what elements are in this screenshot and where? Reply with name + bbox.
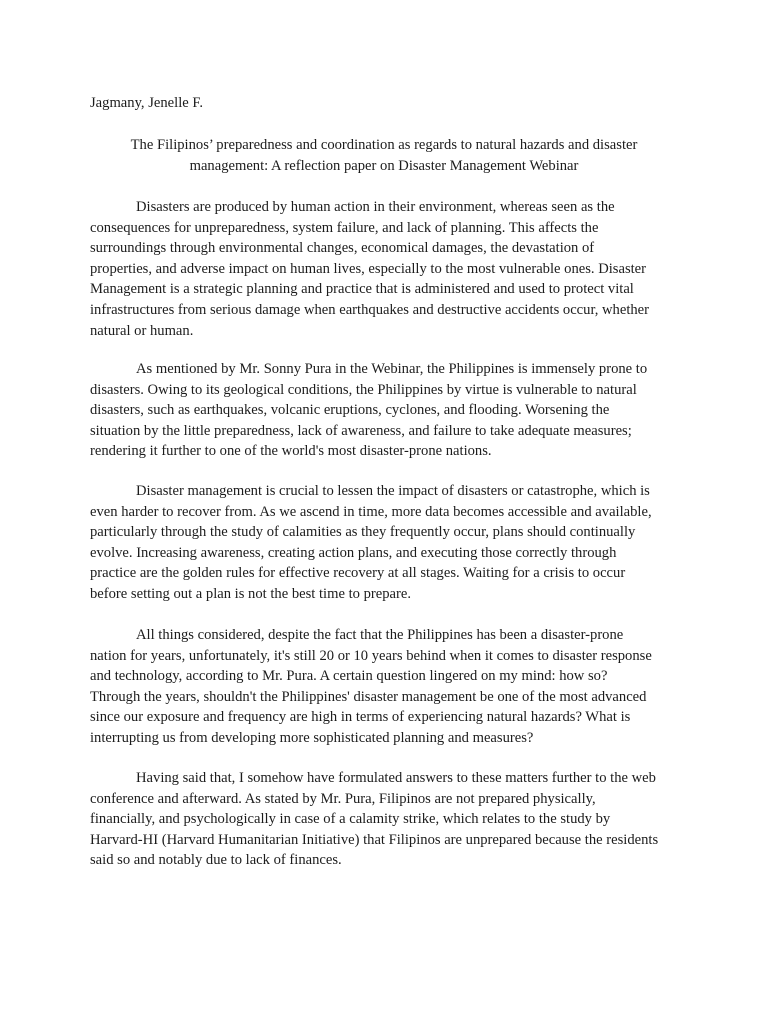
paragraph-line: before setting out a plan is not the best time to prepare. (90, 585, 411, 602)
paragraph-line: practice are the golden rules for effective recovery at all stages. Waiting for a crisis to occur (90, 565, 626, 582)
author-name: Jagmany, Jenelle F. (90, 95, 203, 111)
paragraph-4 (90, 625, 690, 749)
paragraph-line: and technology, according to Mr. Pura. A certain question lingered on my mind: how so? (90, 668, 608, 685)
paper-title (88, 135, 680, 176)
paragraph-line: particularly through the study of calamities as they frequently occur, plans should continually (90, 524, 636, 541)
paragraph-1 (90, 197, 690, 341)
paragraph-line: Harvard-HI (Harvard Humanitarian Initiative) that Filipinos are unprepared because the residents (90, 831, 659, 848)
paragraph-line: surroundings through environmental changes, economical damages, the devastation of (90, 240, 595, 257)
paragraph-line: financially, and psychologically in case of a calamity strike, which relates to the study by (90, 811, 611, 828)
paragraph-line: disasters. Owing to its geological conditions, the Philippines by virtue is vulnerable to natural (90, 381, 637, 398)
paragraph-line: Disasters are produced by human action in their environment, whereas seen as the (136, 199, 615, 215)
paragraph-5 (90, 768, 690, 871)
title-line: management: A reflection paper on Disaster Management Webinar (189, 157, 579, 174)
paragraph-line: natural or human. (90, 322, 194, 339)
paragraph-line: even harder to recover from. As we ascend in time, more data becomes accessible and available, (90, 503, 652, 520)
paragraph-line: conference and afterward. As stated by Mr. Pura, Filipinos are not prepared physically, (90, 790, 596, 807)
paragraph-line: consequences for unpreparedness, system failure, and lack of planning. This affects the (90, 219, 599, 236)
paragraph-line: All things considered, despite the fact that the Philippines has been a disaster-prone (136, 627, 624, 643)
paragraph-line: nation for years, unfortunately, it's still 20 or 10 years behind when it comes to disaster response (90, 647, 652, 664)
title-line: The Filipinos’ preparedness and coordination as regards to natural hazards and disaster (130, 137, 638, 153)
paragraph-line: Through the years, shouldn't the Philippines' disaster management be one of the most advanced (90, 688, 647, 705)
paragraph-line: situation by the little preparedness, lack of awareness, and failure to take adequate measures; (90, 422, 632, 439)
paragraph-line: Having said that, I somehow have formulated answers to these matters further to the web (136, 770, 656, 786)
paragraph-line: Management is a strategic planning and practice that is administered and used to protect vital (90, 281, 634, 298)
paragraph-line: said so and notably due to lack of finances. (90, 852, 342, 869)
paragraph-line: rendering it further to one of the world's most disaster-prone nations. (90, 443, 492, 460)
paragraph-2 (90, 359, 690, 462)
paragraph-line: interrupting us from developing more sophisticated planning and measures? (90, 729, 534, 746)
paragraph-line: since our exposure and frequency are high in terms of experiencing natural hazards? What is (90, 709, 631, 726)
paragraph-line: Disaster management is crucial to lessen the impact of disasters or catastrophe, which is (136, 483, 650, 499)
paragraph-3 (90, 481, 690, 605)
paragraph-line: disasters, such as earthquakes, volcanic eruptions, cyclones, and flooding. Worsening the (90, 402, 610, 419)
paragraph-line: As mentioned by Mr. Sonny Pura in the Webinar, the Philippines is immensely prone to (136, 361, 648, 377)
paragraph-line: properties, and adverse impact on human lives, especially to the most vulnerable ones. Disaster (90, 260, 647, 277)
paragraph-line: infrastructures from serious damage when earthquakes and destructive accidents occur, whether (90, 301, 650, 318)
paragraph-line: evolve. Increasing awareness, creating action plans, and executing those correctly through (90, 544, 617, 561)
